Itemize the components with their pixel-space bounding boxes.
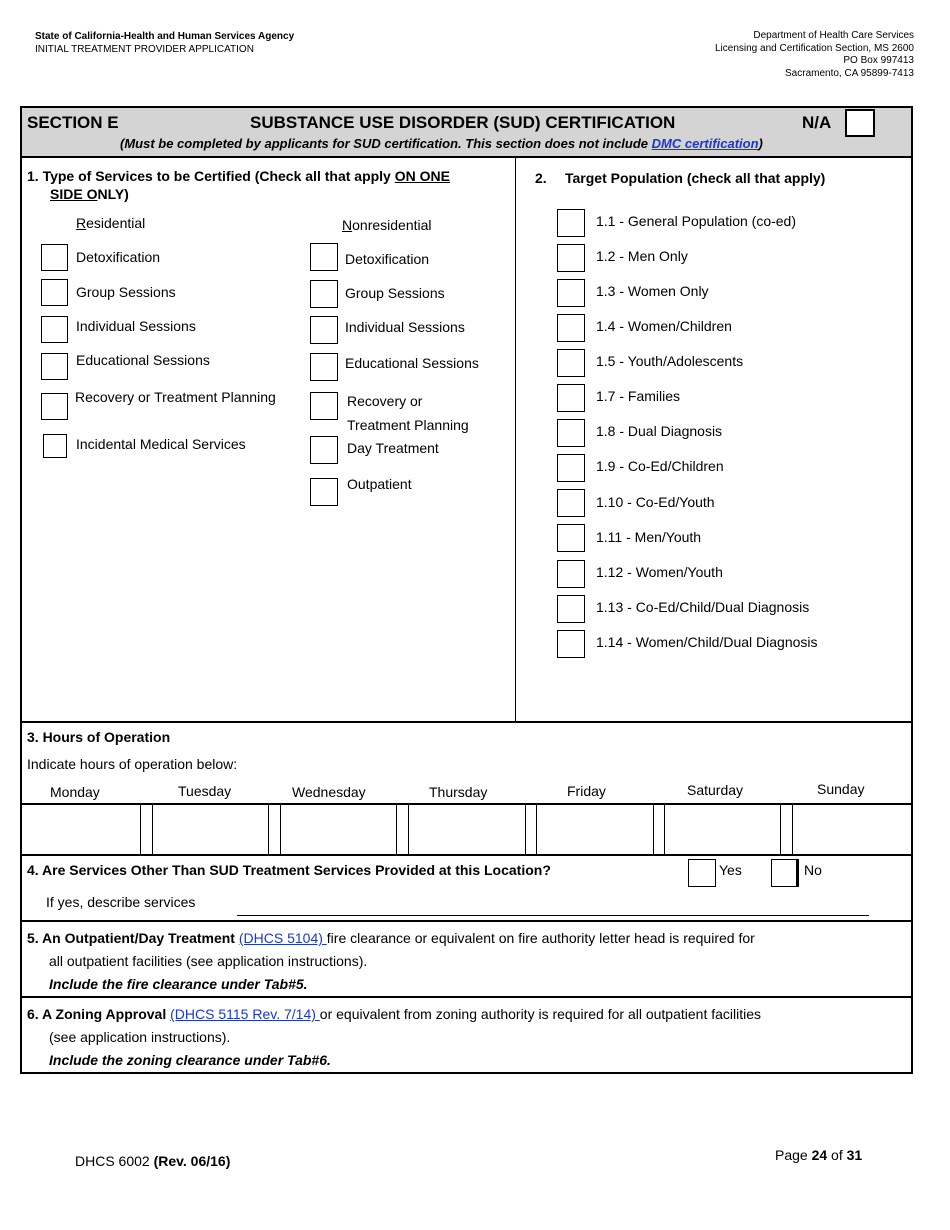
footer-form-code — [75, 1153, 230, 1169]
residential-heading — [76, 215, 145, 231]
q5-top-divider — [22, 920, 911, 922]
pop-1-8-checkbox[interactable] — [557, 419, 585, 447]
pop-1-9-label: 1.9 - Co-Ed/Children — [596, 458, 724, 474]
pop-1-1-checkbox[interactable] — [557, 209, 585, 237]
q1-title-part1: 1. Type of Services to be Certified (Check all that apply — [27, 168, 395, 184]
city-address: Sacramento, CA 95899-7413 — [785, 67, 914, 79]
nonres-outpatient-checkbox[interactable] — [310, 478, 338, 506]
nonresidential-heading — [342, 217, 432, 233]
q4-no-checkbox[interactable] — [771, 859, 799, 887]
day-monday: Monday — [50, 784, 100, 800]
po-box: PO Box 997413 — [843, 55, 914, 66]
pop-1-2-label: 1.2 - Men Only — [596, 248, 688, 264]
pop-1-5-label: 1.5 - Youth/Adolescents — [596, 353, 744, 369]
day-wednesday: Wednesday — [292, 784, 366, 800]
q6-line3: Include the zoning clearance under Tab#6. — [49, 1052, 331, 1068]
pop-1-1-label: 1.1 - General Population (co-ed) — [596, 213, 796, 229]
pop-1-10-label: 1.10 - Co-Ed/Youth — [596, 494, 715, 510]
hours-saturday-cell[interactable] — [665, 804, 781, 854]
q1-title — [27, 167, 507, 203]
q3-instruction: Indicate hours of operation below: — [27, 756, 238, 772]
q4-title — [27, 861, 551, 879]
section-note-prefix: (Must be completed by applicants for SUD certification. This section does not include — [120, 136, 652, 151]
page-of: of — [827, 1147, 847, 1163]
nonres-day-treatment-checkbox[interactable] — [310, 436, 338, 464]
pop-1-3-checkbox[interactable] — [557, 279, 585, 307]
hours-grid — [22, 804, 911, 854]
nonres-outpatient-label: Outpatient — [347, 476, 412, 492]
dhcs-5104-link[interactable]: (DHCS 5104) — [238, 930, 327, 946]
q6-lead: 6. A Zoning Approval — [27, 1006, 171, 1022]
pop-1-5-checkbox[interactable] — [557, 349, 585, 377]
pop-1-7-label: 1.7 - Families — [596, 388, 681, 404]
footer-page-number — [775, 1147, 862, 1163]
na-checkbox[interactable] — [845, 109, 875, 137]
nonres-group-label: Group Sessions — [345, 285, 445, 301]
res-detox-checkbox[interactable] — [41, 244, 68, 271]
res-recovery-checkbox[interactable] — [41, 393, 68, 420]
nonres-individual-label: Individual Sessions — [345, 319, 465, 335]
section-title: SUBSTANCE USE DISORDER (SUD) CERTIFICATION — [250, 113, 676, 132]
res-educational-label: Educational Sessions — [76, 352, 210, 368]
nonres-group-checkbox[interactable] — [310, 280, 338, 308]
q4-describe-label: If yes, describe services — [46, 894, 196, 910]
res-individual-checkbox[interactable] — [41, 316, 68, 343]
pop-1-11-checkbox[interactable] — [557, 524, 585, 552]
q4-yes-checkbox[interactable] — [688, 859, 716, 887]
pop-1-4-checkbox[interactable] — [557, 314, 585, 342]
q2-title: Target Population (check all that apply) — [565, 170, 826, 186]
section-header-bar — [22, 108, 911, 158]
pop-1-3-label: 1.3 - Women Only — [596, 283, 709, 299]
res-recovery-label: Recovery or Treatment Planning — [75, 389, 276, 405]
form-name: INITIAL TREATMENT PROVIDER APPLICATION — [35, 44, 254, 55]
section-note-suffix: ) — [758, 136, 763, 151]
q3-title: 3. Hours of Operation — [27, 729, 171, 745]
q5-line3: Include the fire clearance under Tab#5. — [49, 976, 308, 992]
hours-friday-cell[interactable] — [537, 804, 654, 854]
q5-rest: fire clearance or equivalent on fire authority letter head is required for — [326, 930, 755, 946]
nonres-recovery-checkbox[interactable] — [310, 392, 338, 420]
pop-1-2-checkbox[interactable] — [557, 244, 585, 272]
header-left — [35, 30, 294, 56]
res-group-label: Group Sessions — [76, 284, 176, 300]
pop-1-4-label: 1.4 - Women/Children — [596, 318, 732, 334]
agency-name: State of California-Health and Human Services Agency — [35, 31, 295, 42]
header-right — [715, 30, 914, 80]
res-incidental-label: Incidental Medical Services — [76, 436, 246, 452]
q4-no-label: No — [804, 862, 822, 878]
na-label: N/A — [802, 113, 832, 132]
nonres-detox-label: Detoxification — [345, 251, 430, 267]
q1-title-part2: NLY) — [97, 186, 129, 202]
q4-number: 4 — [27, 862, 35, 878]
nonres-educational-label: Educational Sessions — [345, 355, 479, 371]
page-prefix: Page — [775, 1147, 812, 1163]
pop-1-9-checkbox[interactable] — [557, 454, 585, 482]
nonres-recovery-label-2: Treatment Planning — [347, 417, 469, 433]
q6-block — [27, 1003, 761, 1072]
day-friday: Friday — [567, 783, 606, 799]
pop-1-11-label: 1.11 - Men/Youth — [596, 529, 702, 545]
section-note — [120, 136, 763, 151]
q4-describe-line[interactable] — [237, 915, 869, 916]
hours-monday-cell[interactable] — [22, 804, 141, 854]
hours-tuesday-cell[interactable] — [153, 804, 269, 854]
day-tuesday: Tuesday — [178, 783, 232, 799]
res-detox-label: Detoxification — [76, 249, 161, 265]
q6-top-divider — [22, 996, 911, 998]
day-thursday: Thursday — [429, 784, 488, 800]
section-label: SECTION E — [27, 113, 119, 132]
column-divider — [515, 158, 516, 722]
q5-lead: 5. An Outpatient/Day Treatment — [27, 930, 239, 946]
q4-yes-label: Yes — [719, 862, 742, 878]
nonres-individual-checkbox[interactable] — [310, 316, 338, 344]
res-incidental-checkbox[interactable] — [43, 434, 67, 458]
q6-rest: or equivalent from zoning authority is required for all outpatient facilities — [319, 1006, 762, 1022]
residential-first-letter: R — [76, 215, 87, 231]
q1-title-emph1: ON ONE — [394, 168, 450, 184]
hours-wednesday-cell[interactable] — [281, 804, 397, 854]
q3-top-divider — [22, 721, 911, 723]
pop-1-14-checkbox[interactable] — [557, 630, 585, 658]
nonres-detox-checkbox[interactable] — [310, 243, 338, 271]
section-e-form — [20, 106, 913, 1074]
day-sunday: Sunday — [817, 781, 865, 797]
nonresidential-first-letter: N — [342, 217, 353, 233]
q1-title-emph2: SIDE O — [50, 186, 98, 202]
form-revision: (Rev. 06/16) — [153, 1153, 231, 1169]
pop-1-13-checkbox[interactable] — [557, 595, 585, 623]
nonres-educational-checkbox[interactable] — [310, 353, 338, 381]
nonres-day-treatment-label: Day Treatment — [347, 440, 439, 456]
section-address: Licensing and Certification Section, MS 2600 — [714, 42, 914, 54]
residential-rest: esidential — [86, 215, 146, 231]
q5-block — [27, 927, 755, 996]
pop-1-12-checkbox[interactable] — [557, 560, 585, 588]
form-code: DHCS 6002 — [75, 1153, 154, 1169]
nonres-recovery-label-1: Recovery or — [347, 393, 423, 409]
res-individual-label: Individual Sessions — [76, 318, 196, 334]
page-current: 24 — [811, 1147, 828, 1163]
pop-1-12-label: 1.12 - Women/Youth — [596, 564, 723, 580]
pop-1-8-label: 1.8 - Dual Diagnosis — [596, 423, 723, 439]
nonresidential-rest: onresidential — [352, 217, 432, 233]
hours-thursday-cell[interactable] — [409, 804, 526, 854]
q4-top-divider — [22, 854, 911, 856]
q4-question: . Are Services Other Than SUD Treatment Services Provided at this Location? — [34, 862, 551, 878]
pop-1-7-checkbox[interactable] — [557, 384, 585, 412]
q5-line2: all outpatient facilities (see application instructions). — [49, 953, 368, 969]
pop-1-14-label: 1.14 - Women/Child/Dual Diagnosis — [596, 634, 818, 650]
dmc-certification-link[interactable]: DMC certification — [651, 136, 759, 151]
res-group-checkbox[interactable] — [41, 279, 68, 306]
pop-1-13-label: 1.13 - Co-Ed/Child/Dual Diagnosis — [596, 599, 810, 615]
dhcs-5115-link[interactable]: (DHCS 5115 Rev. 7/14) — [170, 1006, 320, 1022]
day-saturday: Saturday — [687, 782, 744, 798]
res-educational-checkbox[interactable] — [41, 353, 68, 380]
pop-1-10-checkbox[interactable] — [557, 489, 585, 517]
q2-number: 2. — [535, 170, 547, 186]
dept-name: Department of Health Care Services — [753, 30, 914, 41]
page-total: 31 — [846, 1147, 863, 1163]
q6-line2: (see application instructions). — [49, 1029, 231, 1045]
hours-sunday-cell[interactable] — [793, 804, 911, 854]
